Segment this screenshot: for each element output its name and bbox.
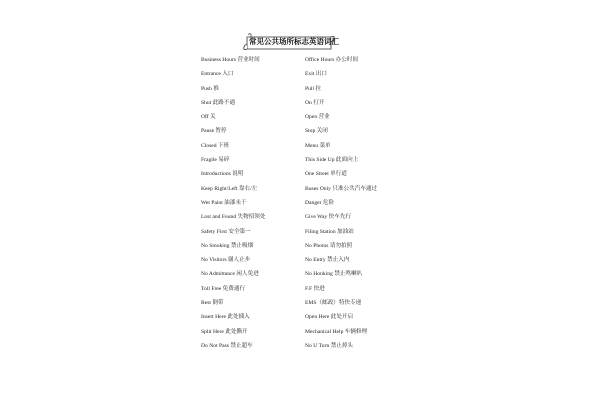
title-banner (243, 33, 337, 51)
vocabulary-entry: Rest 倒带 (201, 300, 224, 307)
vocabulary-entry: No Entry 禁止入内 (305, 257, 350, 264)
vocabulary-entry: Office Hours 办公时间 (305, 57, 359, 63)
vocabulary-entry: Shut 此路不通 (201, 99, 236, 106)
right-vocabulary-column (305, 53, 377, 353)
vocabulary-entry: Toll Free 免费通行 (201, 285, 246, 292)
vocabulary-entry: On 打开 (305, 99, 325, 106)
vocabulary-entry: One Street 单行道 (305, 171, 347, 178)
vocabulary-entry: No Photos 请勿拍照 (305, 242, 353, 249)
vocabulary-entry: No U Turn 禁止掉头 (305, 342, 354, 349)
vocabulary-entry: Lost and Found 失物招领处 (201, 214, 266, 221)
vocabulary-entry: Insert Here 此处插入 (201, 314, 250, 321)
vocabulary-entry: Do Not Pass 禁止超车 (201, 342, 253, 349)
vocabulary-entry: Keep Right/Left 靠右/左 (201, 185, 258, 192)
vocabulary-entry: Stop 关闭 (305, 128, 328, 135)
vocabulary-entry: Open 营业 (305, 114, 330, 121)
vocabulary-entry: Give Way 快车先行 (305, 214, 352, 221)
vocabulary-entry: EMS（邮政）特快专递 (305, 300, 362, 307)
left-vocabulary-column (201, 53, 265, 353)
vocabulary-entry: Menu 菜单 (305, 142, 331, 149)
vocabulary-entry: No Honking 禁止鸣喇叭 (305, 271, 363, 278)
vocabulary-entry: Danger 危险 (305, 199, 335, 206)
vocabulary-entry: Introductions 说明 (201, 171, 244, 178)
vocabulary-entry: Exit 出口 (305, 71, 327, 78)
vocabulary-entry: Mechanical Help 车辆修理 (305, 328, 368, 335)
vocabulary-entry: Closed 下班 (201, 142, 230, 149)
vocabulary-entry: No Smoking 禁止吸烟 (201, 242, 254, 249)
vocabulary-entry: Entrance 入口 (201, 71, 234, 78)
vocabulary-entry: F.F 快进 (305, 285, 325, 292)
vocabulary-entry: Buses Only 只准公共汽车通过 (305, 185, 378, 192)
vocabulary-entry: Filing Station 加油站 (305, 228, 354, 235)
vocabulary-entry: No Admittance 闲人免进 (201, 271, 259, 278)
vocabulary-entry: Pause 暂停 (201, 128, 227, 135)
vocabulary-entry: Open Here 此处开启 (305, 314, 354, 321)
vocabulary-entry: Push 推 (201, 85, 219, 92)
vocabulary-entry: This Side Up 此面向上 (305, 157, 359, 164)
vocabulary-entry: Fragile 易碎 (201, 157, 230, 164)
vocabulary-entry: Wet Paint 油漆未干 (201, 199, 247, 206)
vocabulary-entry: No Visitors 谢人止步 (201, 257, 251, 264)
vocabulary-entry: Off 关 (201, 114, 216, 121)
page-title: 常见公共场所标志英语词汇 (249, 37, 339, 46)
vocabulary-entry: Pull 拉 (305, 85, 322, 92)
vocabulary-entry: Safety First 安全第一 (201, 228, 251, 235)
vocabulary-entry: Split Here 此处撕开 (201, 328, 248, 335)
vocabulary-entry: Business Hours 营业时间 (201, 57, 260, 63)
